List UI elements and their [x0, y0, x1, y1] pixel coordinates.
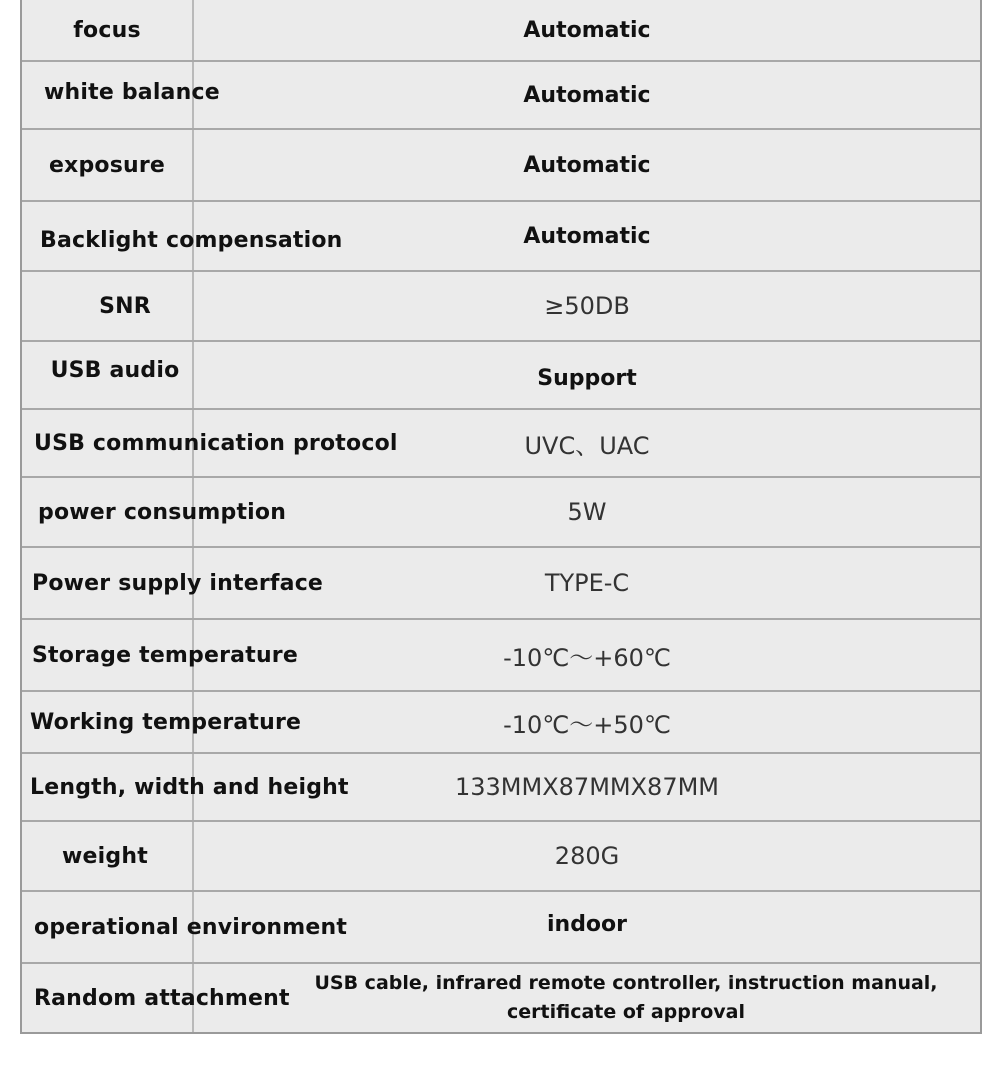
spec-row-power-consumption	[22, 478, 980, 548]
spec-row-storage-temperature	[22, 620, 980, 692]
spec-row-focus	[22, 0, 980, 62]
spec-label: Storage temperature	[32, 642, 298, 668]
spec-row-power-supply-interface	[22, 548, 980, 620]
spec-label: Working temperature	[30, 709, 302, 735]
spec-value: Support	[537, 365, 637, 391]
spec-row-snr	[22, 272, 980, 342]
spec-row-usb-communication-protocol	[22, 410, 980, 478]
spec-value: indoor	[546, 911, 628, 937]
spec-value: USB cable, infrared remote controller, instruction manual, certificate of approval	[314, 972, 938, 1023]
spec-label: SNR	[99, 293, 151, 319]
spec-label: Power supply interface	[32, 570, 324, 596]
spec-row-white-balance	[22, 62, 980, 130]
spec-label: operational environment	[34, 914, 348, 940]
spec-row-exposure	[22, 130, 980, 202]
spec-label: focus	[73, 17, 141, 43]
spec-label: Backlight compensation	[40, 227, 343, 253]
spec-row-dimensions	[22, 754, 980, 822]
spec-label: power consumption	[38, 499, 287, 525]
spec-value: TYPE-C	[544, 569, 630, 597]
spec-value: -10℃～+50℃	[503, 710, 671, 739]
spec-label: USB audio	[50, 358, 180, 383]
spec-value: Automatic	[523, 152, 651, 178]
spec-label: exposure	[48, 152, 166, 178]
spec-table	[20, 0, 982, 1034]
spec-value: 5W	[567, 498, 607, 526]
spec-row-usb-audio	[22, 342, 980, 410]
spec-row-backlight-compensation	[22, 202, 980, 272]
spec-value: 133MMX87MMX87MM	[454, 773, 719, 801]
spec-value: ≥50DB	[544, 292, 630, 320]
spec-label: white balance	[44, 80, 220, 105]
spec-label: USB communication protocol	[34, 430, 398, 456]
spec-value: Automatic	[523, 82, 651, 108]
spec-value: Automatic	[523, 17, 651, 43]
spec-row-random-attachment	[22, 964, 980, 1032]
spec-label: weight	[62, 843, 148, 869]
spec-value: UVC、UAC	[524, 431, 650, 460]
spec-label: Random attachment	[34, 985, 290, 1011]
spec-value: -10℃～+60℃	[503, 643, 671, 672]
spec-row-weight	[22, 822, 980, 892]
spec-row-working-temperature	[22, 692, 980, 754]
spec-value: Automatic	[523, 223, 651, 249]
spec-value: 280G	[554, 842, 620, 870]
spec-row-operational-environment	[22, 892, 980, 964]
spec-label: Length, width and height	[30, 774, 349, 800]
